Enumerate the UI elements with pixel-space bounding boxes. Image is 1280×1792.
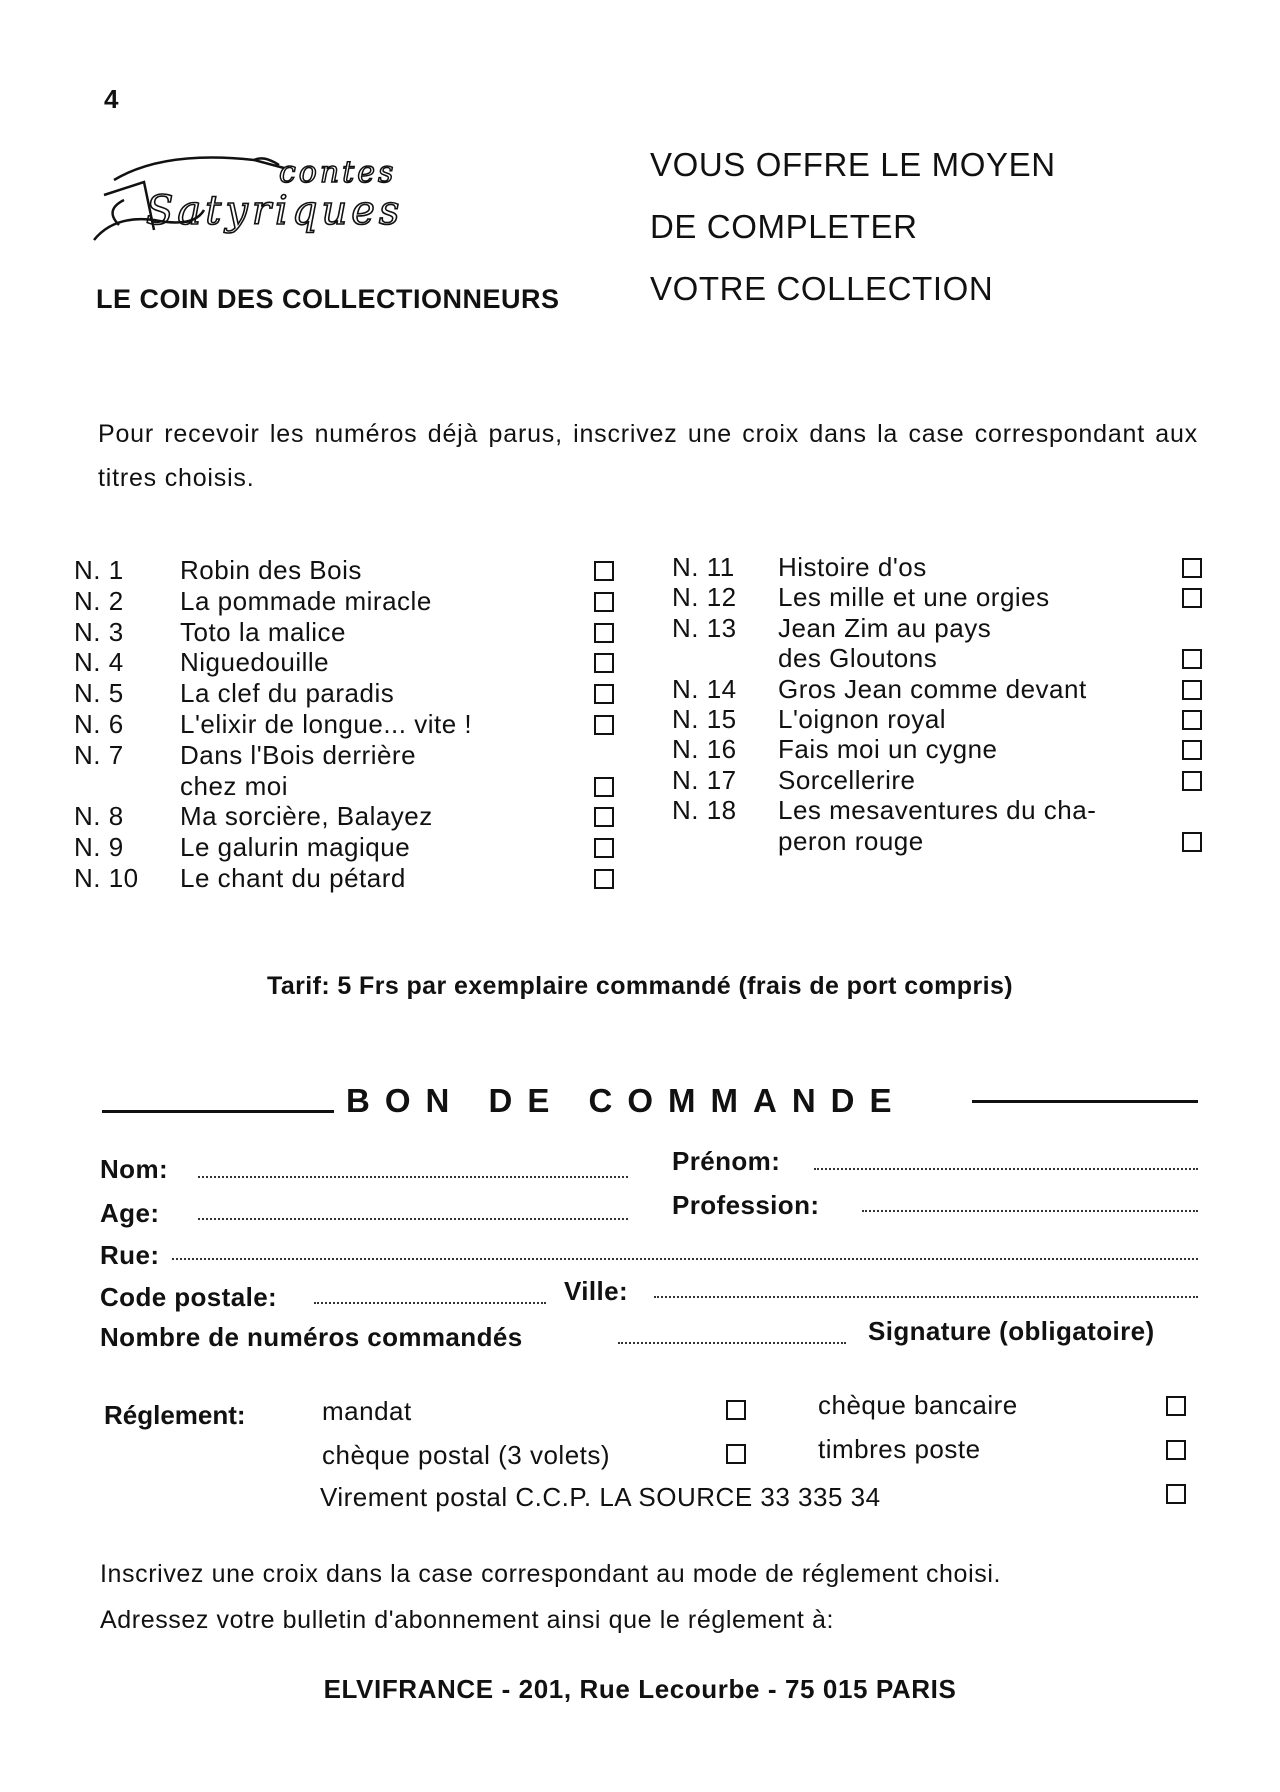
title-row: [74, 863, 634, 894]
issue-number: N. 10: [74, 863, 139, 893]
instruction-line-2: Adressez votre bulletin d'abonnement ainsi que le réglement à:: [100, 1606, 835, 1634]
issue-number: N. 3: [74, 616, 124, 647]
corner-title: LE COIN DES COLLECTIONNEURS: [96, 284, 560, 314]
virement-label: Virement postal C.C.P. LA SOURCE 33 335 34: [320, 1482, 881, 1512]
title-row: [74, 555, 634, 586]
title-row: [74, 647, 634, 678]
offer-line-1: VOUS OFFRE LE MOYEN: [650, 146, 1056, 183]
issue-checkbox[interactable]: [1182, 558, 1202, 578]
logo-line2: Satyriques: [146, 188, 404, 234]
issue-checkbox[interactable]: [594, 684, 614, 704]
nom-field[interactable]: [198, 1176, 628, 1178]
code-postale-label: Code postale:: [100, 1282, 278, 1312]
issue-number: N. 15: [672, 704, 737, 734]
issue-checkbox[interactable]: [594, 777, 614, 797]
issue-checkbox[interactable]: [594, 715, 614, 735]
issue-title: Les mesaventures du cha-: [778, 795, 1097, 826]
issue-title: Jean Zim au pays: [778, 612, 992, 643]
issue-title: L'oignon royal: [778, 704, 947, 734]
timbres-checkbox[interactable]: [1166, 1440, 1186, 1460]
title-row: [74, 740, 634, 802]
issue-title: Les mille et une orgies: [778, 582, 1050, 613]
issue-title: peron rouge: [778, 825, 924, 856]
title-row: [672, 674, 1232, 704]
issue-title: Ma sorcière, Balayez: [180, 801, 433, 832]
address: ELVIFRANCE - 201, Rue Lecourbe - 75 015 PARIS: [323, 1674, 957, 1704]
title-row: [74, 832, 634, 863]
issue-checkbox[interactable]: [1182, 588, 1202, 608]
issue-number: N. 18: [672, 795, 737, 826]
issue-checkbox[interactable]: [1182, 710, 1202, 730]
issue-checkbox[interactable]: [1182, 771, 1202, 791]
issue-checkbox[interactable]: [594, 807, 614, 827]
titles-right-column: [672, 552, 1232, 872]
issue-number: N. 6: [74, 709, 124, 739]
age-field[interactable]: [198, 1218, 628, 1220]
titles-left-column: [74, 555, 634, 915]
issue-number: N. 4: [74, 647, 124, 678]
rue-field[interactable]: [172, 1258, 1198, 1260]
issue-title: Le chant du pétard: [180, 863, 406, 893]
title-row: [672, 795, 1232, 856]
cheque-postal-label: chèque postal (3 volets): [322, 1440, 611, 1470]
issue-number: N. 5: [74, 678, 124, 709]
issue-number: N. 11: [672, 552, 735, 582]
title-row: [74, 678, 634, 709]
issue-number: N. 12: [672, 582, 737, 613]
mandat-checkbox[interactable]: [726, 1400, 746, 1420]
nombre-field[interactable]: [618, 1342, 846, 1344]
issue-checkbox[interactable]: [594, 623, 614, 643]
issue-title: Dans l'Bois derrière: [180, 739, 417, 770]
issue-title: Fais moi un cygne: [778, 734, 998, 765]
prenom-field[interactable]: [814, 1168, 1198, 1170]
issue-title: La pommade miracle: [180, 585, 432, 616]
title-row: [74, 709, 634, 740]
timbres-label: timbres poste: [818, 1434, 981, 1464]
title-row: [74, 617, 634, 648]
signature-label: Signature (obligatoire): [868, 1316, 1155, 1346]
issue-number: N. 17: [672, 764, 737, 795]
order-heading: BON DE COMMANDE: [346, 1082, 907, 1119]
rue-label: Rue:: [100, 1240, 160, 1270]
issue-checkbox[interactable]: [594, 869, 614, 889]
tarif-text: Tarif: 5 Frs par exemplaire commandé (frais de port compris): [267, 972, 1013, 1000]
title-row: [74, 801, 634, 832]
mandat-label: mandat: [322, 1396, 412, 1426]
contes-satyriques-logo: [84, 140, 514, 250]
issue-title: des Gloutons: [778, 643, 938, 674]
issue-title: Histoire d'os: [778, 552, 927, 582]
instruction-line-1: Inscrivez une croix dans la case correspondant au mode de réglement choisi.: [100, 1560, 1002, 1588]
issue-title: La clef du paradis: [180, 678, 395, 709]
issue-title: Le galurin magique: [180, 832, 411, 863]
issue-number: N. 13: [672, 612, 737, 643]
issue-number: N. 1: [74, 555, 124, 585]
issue-title: Sorcellerire: [778, 764, 916, 795]
age-label: Age:: [100, 1198, 160, 1228]
issue-checkbox[interactable]: [1182, 649, 1202, 669]
issue-title: chez moi: [180, 770, 289, 801]
cheque-postal-checkbox[interactable]: [726, 1444, 746, 1464]
code-postale-field[interactable]: [314, 1302, 546, 1304]
issue-title: Robin des Bois: [180, 555, 362, 585]
offer-line-3: VOTRE COLLECTION: [650, 270, 994, 307]
cheque-bancaire-label: chèque bancaire: [818, 1390, 1018, 1420]
issue-checkbox[interactable]: [594, 653, 614, 673]
title-row: [74, 586, 634, 617]
issue-checkbox[interactable]: [1182, 832, 1202, 852]
ville-label: Ville:: [564, 1276, 629, 1306]
virement-checkbox[interactable]: [1166, 1484, 1186, 1504]
issue-checkbox[interactable]: [1182, 680, 1202, 700]
cheque-bancaire-checkbox[interactable]: [1166, 1396, 1186, 1416]
issue-checkbox[interactable]: [594, 561, 614, 581]
ville-field[interactable]: [654, 1296, 1198, 1298]
profession-label: Profession:: [672, 1190, 820, 1220]
nom-label: Nom:: [100, 1154, 169, 1184]
issue-number: N. 2: [74, 585, 124, 616]
issue-checkbox[interactable]: [594, 592, 614, 612]
issue-number: N. 9: [74, 832, 124, 863]
title-row: [672, 734, 1232, 764]
prenom-label: Prénom:: [672, 1146, 781, 1176]
issue-number: N. 16: [672, 734, 737, 765]
heading-rule-left: [102, 1110, 334, 1113]
title-row: [672, 704, 1232, 734]
page-number: 4: [104, 84, 119, 114]
logo-line1: contes: [279, 155, 397, 190]
title-row: [672, 613, 1232, 674]
issue-checkbox[interactable]: [1182, 740, 1202, 760]
issue-number: N. 14: [672, 673, 737, 704]
heading-rule-right: [972, 1100, 1198, 1103]
title-row: [672, 765, 1232, 795]
nombre-label: Nombre de numéros commandés: [100, 1322, 523, 1352]
issue-checkbox[interactable]: [594, 838, 614, 858]
issue-title: Toto la malice: [180, 616, 346, 647]
intro-text: Pour recevoir les numéros déjà parus, inscrivez une croix dans la case correspondant aux titres choisis.: [98, 420, 1198, 492]
issue-number: N. 7: [74, 739, 124, 770]
issue-number: N. 8: [74, 801, 124, 832]
issue-title: Niguedouille: [180, 647, 330, 678]
title-row: [672, 552, 1232, 582]
payment-label: Réglement:: [104, 1400, 246, 1430]
issue-title: Gros Jean comme devant: [778, 673, 1087, 704]
issue-title: L'elixir de longue... vite !: [180, 709, 473, 739]
offer-line-2: DE COMPLETER: [650, 208, 918, 245]
profession-field[interactable]: [862, 1210, 1198, 1212]
title-row: [672, 582, 1232, 612]
